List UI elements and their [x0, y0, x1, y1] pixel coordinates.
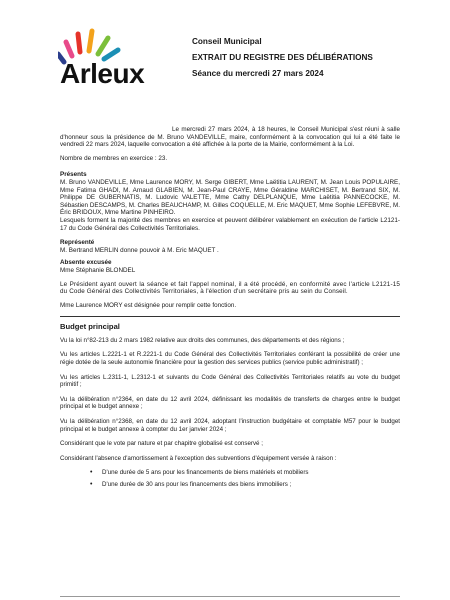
- logo-ray: [89, 31, 92, 51]
- logo-ray: [98, 38, 108, 54]
- budget-title: Budget principal: [60, 322, 120, 332]
- budget-paragraph: Vu la délibération n°2364, en date du 12 avril 2024, définissant les modalités de transferts de charges entre le budget principal et le budget annexe ;: [60, 395, 400, 411]
- document-header: [192, 37, 442, 79]
- list-item: • D'une durée de 30 ans pour les financements des biens immobiliers ;: [90, 481, 400, 489]
- secretary-text: Mme Laurence MORY est désignée pour remplir cette fonction.: [60, 301, 237, 309]
- budget-paragraph: Vu les articles L.2311-1, L.2312-1 et suivants du Code Général des Collectivités Territoriales relatifs au vote du budget primitif ;: [60, 373, 400, 389]
- logo-ray: [78, 34, 80, 52]
- list-item: • D'une durée de 5 ans pour les financements de biens matériels et mobiliers: [90, 469, 400, 477]
- section-divider: [60, 316, 400, 317]
- presents-title: Présents: [60, 171, 87, 179]
- represented-list: M. Bertrand MERLIN donne pouvoir à M. Eric MAQUET .: [60, 246, 219, 254]
- page-bottom-rule: [60, 596, 400, 597]
- presents-list: M. Bruno VANDEVILLE, Mme Laurence MORY, M. Serge GIBERT, Mme Laëtitia LAURENT, M. Jean Louis POPULAIRE, Mme Fatima GHADI, M. Arnaud GLABIEN, M. Jean-Paul CRAYE, Mme Géraldine MARCHISET, M. Bertrand SIX, M. Philippe DE GUBERNATIS, M. Ludovic VALETTE, Mme Cathy DELPLANQUE, Mme Laëtitia PANNECOCKE, M. Sébastien DESCAMPS, M. Charles BEAUCHAMP, M. Gilles COQUELLE, M. Eric MAQUET, Mme Sophie LEFEBVRE, M. Éric BRIDOUX, Mme Martine PINHEIRO.: [60, 178, 400, 217]
- logo-wordmark: Arleux: [60, 58, 145, 89]
- represented-title: Représenté: [60, 239, 95, 247]
- session-date: Séance du mercredi 27 mars 2024: [192, 69, 324, 78]
- extract-title: EXTRAIT DU REGISTRE DES DÉLIBÉRATIONS: [192, 53, 373, 62]
- excused-list: Mme Stéphanie BLONDEL: [60, 266, 136, 274]
- budget-paragraph: Vu la délibération n°2368, en date du 12 avril 2024, adoptant l'instruction budgétaire et comptable M57 pour le budget principal et le budget annexe à compter du 1er janvier 2024 ;: [60, 418, 400, 433]
- document-body: [60, 126, 400, 493]
- member-count: Nombre de membres en exercice : 23.: [60, 154, 168, 162]
- opening-paragraph: Le Président ayant ouvert la séance et fait l'appel nominal, il a été procédé, en conformité avec l'article L2121-15 du Code Général des Collectivités Territoriales, à l'élection d'un secrétaire pris au sein du Conseil.: [60, 280, 400, 296]
- excused-title: Absente excusée: [60, 259, 112, 267]
- budget-paragraph: Considérant l'absence d'amortissement à l'exception des subventions d'équipement versée à raison :: [60, 454, 337, 462]
- logo-ray: [66, 42, 72, 56]
- amortization-list: [90, 469, 400, 488]
- intro-paragraph: Le mercredi 27 mars 2024, à 18 heures, le Conseil Municipal s'est réuni à salle d'honneur sous la présidence de M. Bruno VANDEVILLE, maire, conformément à la convocation qui lui a été faite le vendredi 22 mars 2024, laquelle convocation a été affichée à la porte de la Mairie, conformément à la Loi.: [60, 126, 400, 149]
- arleux-logo: [58, 26, 168, 94]
- quorum-text: Lesquels forment la majorité des membres en exercice et peuvent délibérer valablement en exécution de l'article L2121-17 du Code Général des Collectivités Territoriales.: [60, 216, 400, 232]
- budget-paragraph: Considérant que le vote par nature et par chapitre globalisé est conservé ;: [60, 440, 263, 448]
- budget-paragraph: Vu les articles L.2221-1 et R.2221-1 du Code Général des Collectivités Territoriales conférant la possibilité de créer une régie dotée de la seule autonomie financière pour la gestion des services publics (service public administratif) ;: [60, 351, 400, 367]
- council-title: Conseil Municipal: [192, 37, 262, 46]
- budget-paragraph: Vu la loi n°82-213 du 2 mars 1982 relative aux droits des communes, des départements et des régions ;: [60, 336, 345, 344]
